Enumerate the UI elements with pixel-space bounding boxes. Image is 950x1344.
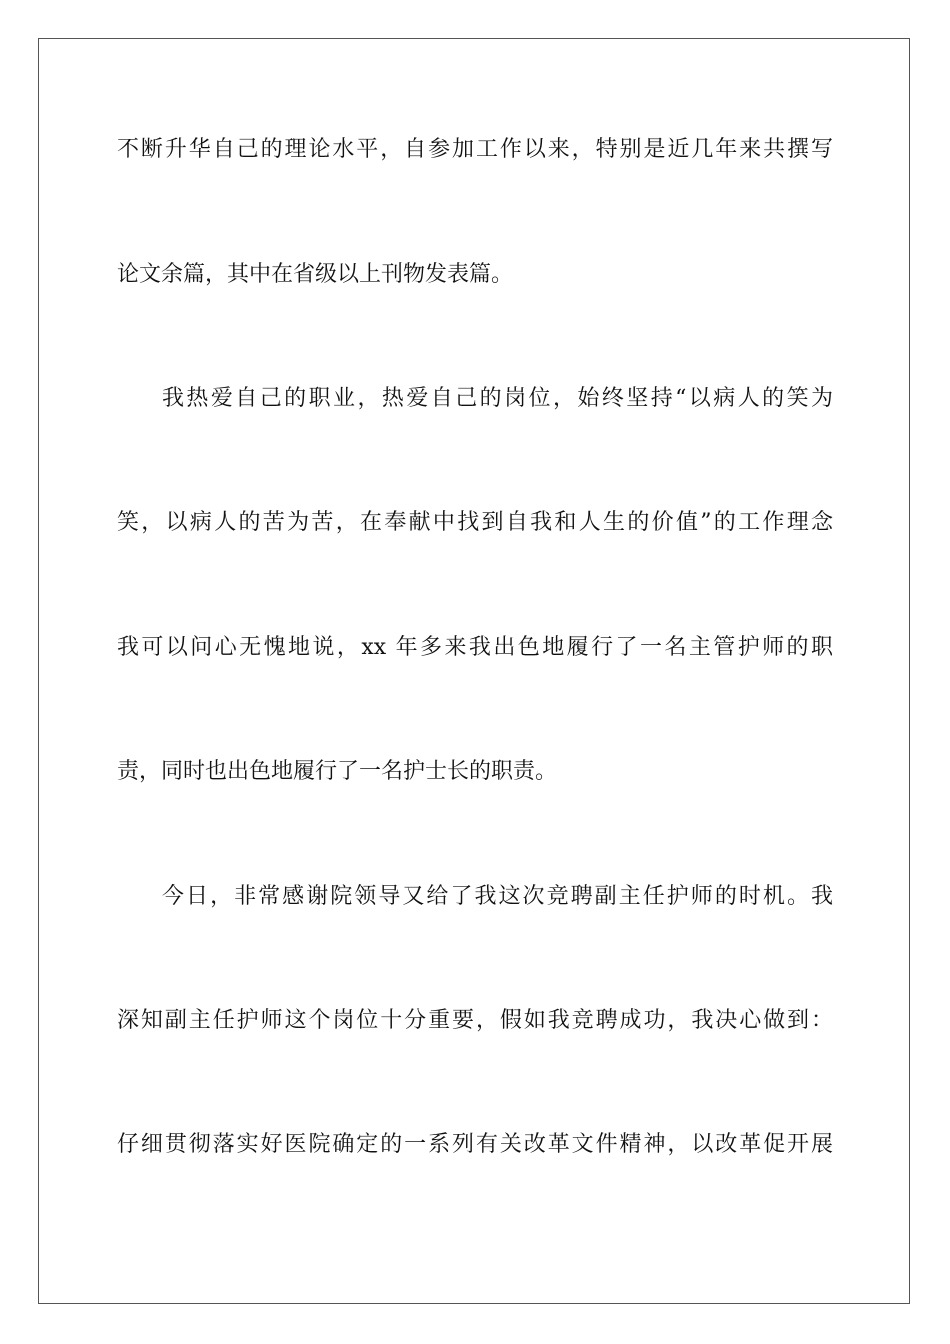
text-line-8: 深知副主任护师这个岗位十分重要，假如我竞聘成功，我决心做到：: [117, 1008, 833, 1033]
text-line-7: 今日，非常感谢院领导又给了我这次竞聘副主任护师的时机。我: [162, 884, 833, 909]
text-line-4: 笑，以病人的苦为苦，在奉献中找到自我和人生的价值”的工作理念: [117, 510, 833, 535]
text-line-9: 仔细贯彻落实好医院确定的一系列有关改革文件精神，以改革促开展: [117, 1132, 833, 1157]
text-line-3: 我热爱自己的职业，热爱自己的岗位，始终坚持“以病人的笑为: [162, 386, 833, 411]
text-line-2: 论文余篇，其中在省级以上刊物发表篇。: [117, 262, 514, 287]
page-border: [38, 38, 910, 1304]
text-line-1: 不断升华自己的理论水平，自参加工作以来，特别是近几年来共撰写: [117, 137, 833, 162]
text-line-6: 责，同时也出色地履行了一名护士长的职责。: [117, 759, 558, 784]
text-line-5: 我可以问心无愧地说，xx 年多来我出色地履行了一名主管护师的职: [117, 635, 833, 660]
